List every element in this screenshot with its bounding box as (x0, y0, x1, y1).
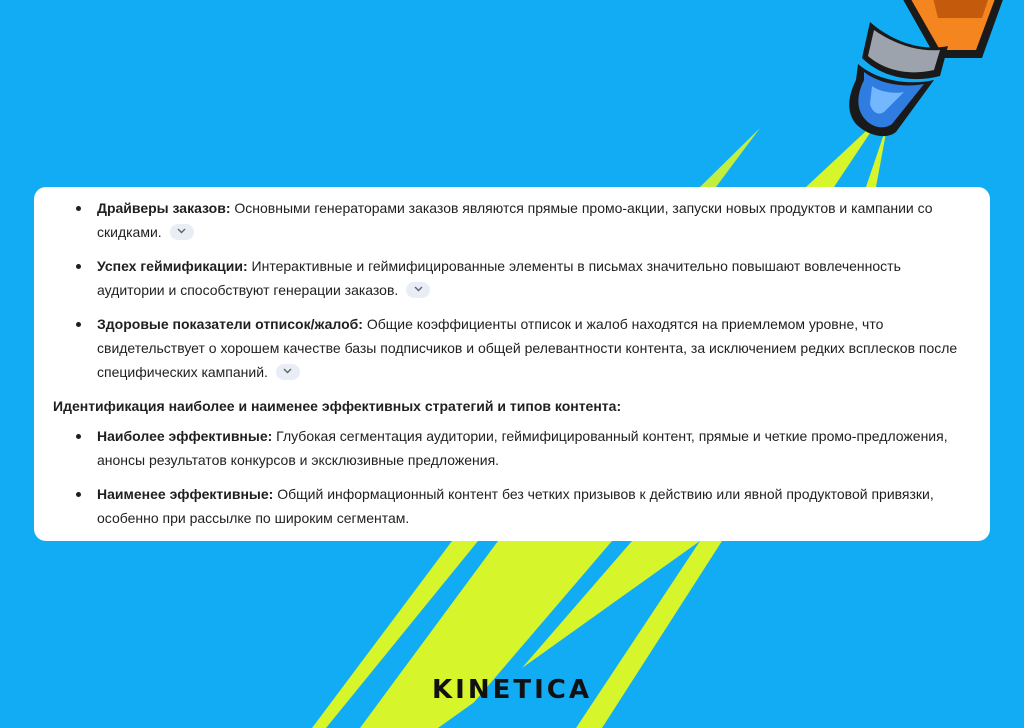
item-text: Общие коэффициенты отписок и жалоб находятся на приемлемом уровне, что свидетельствует о хорошем качестве базы подписчиков и общей релевантности контента, за исключением редких всплесков после специфических кампаний. (97, 316, 958, 380)
response-card (34, 187, 990, 541)
chevron-down-icon (283, 368, 292, 374)
list-item (97, 424, 966, 472)
list-item (97, 254, 966, 302)
chevron-down-icon (414, 286, 423, 292)
item-title: Драйверы заказов: (97, 200, 231, 216)
item-title: Наиболее эффективные: (97, 428, 273, 444)
item-text: Глубокая сегментация аудитории, геймифицированный контент, прямые и четкие промо-предложения, анонсы результатов конкурсов и эксклюзивные предложения. (97, 428, 948, 468)
strategies-list (53, 424, 966, 530)
item-text: Интерактивные и геймифицированные элементы в письмах значительно повышают вовлеченность аудитории и способствуют генерации заказов. (97, 258, 901, 298)
item-title: Успех геймификации: (97, 258, 248, 274)
summary-list (53, 196, 966, 384)
item-title: Наименее эффективные: (97, 486, 274, 502)
list-item (97, 482, 966, 530)
expand-source-button[interactable] (170, 224, 194, 240)
list-item (97, 312, 966, 384)
item-text: Общий информационный контент без четких призывов к действию или явной продуктовой привязки, особенно при рассылке по широким сегментам. (97, 486, 934, 526)
expand-source-button[interactable] (406, 282, 430, 298)
brand-logo: KINETICA (432, 675, 592, 705)
item-text: Основными генераторами заказов являются прямые промо-акции, запуски новых продуктов и кампании со скидками. (97, 200, 933, 240)
list-item (97, 196, 966, 244)
expand-source-button[interactable] (276, 364, 300, 380)
chevron-down-icon (177, 228, 186, 234)
item-title: Здоровые показатели отписок/жалоб: (97, 316, 363, 332)
section-heading: Идентификация наиболее и наименее эффективных стратегий и типов контента: (53, 398, 622, 414)
marker-pen-icon (849, 0, 1010, 136)
